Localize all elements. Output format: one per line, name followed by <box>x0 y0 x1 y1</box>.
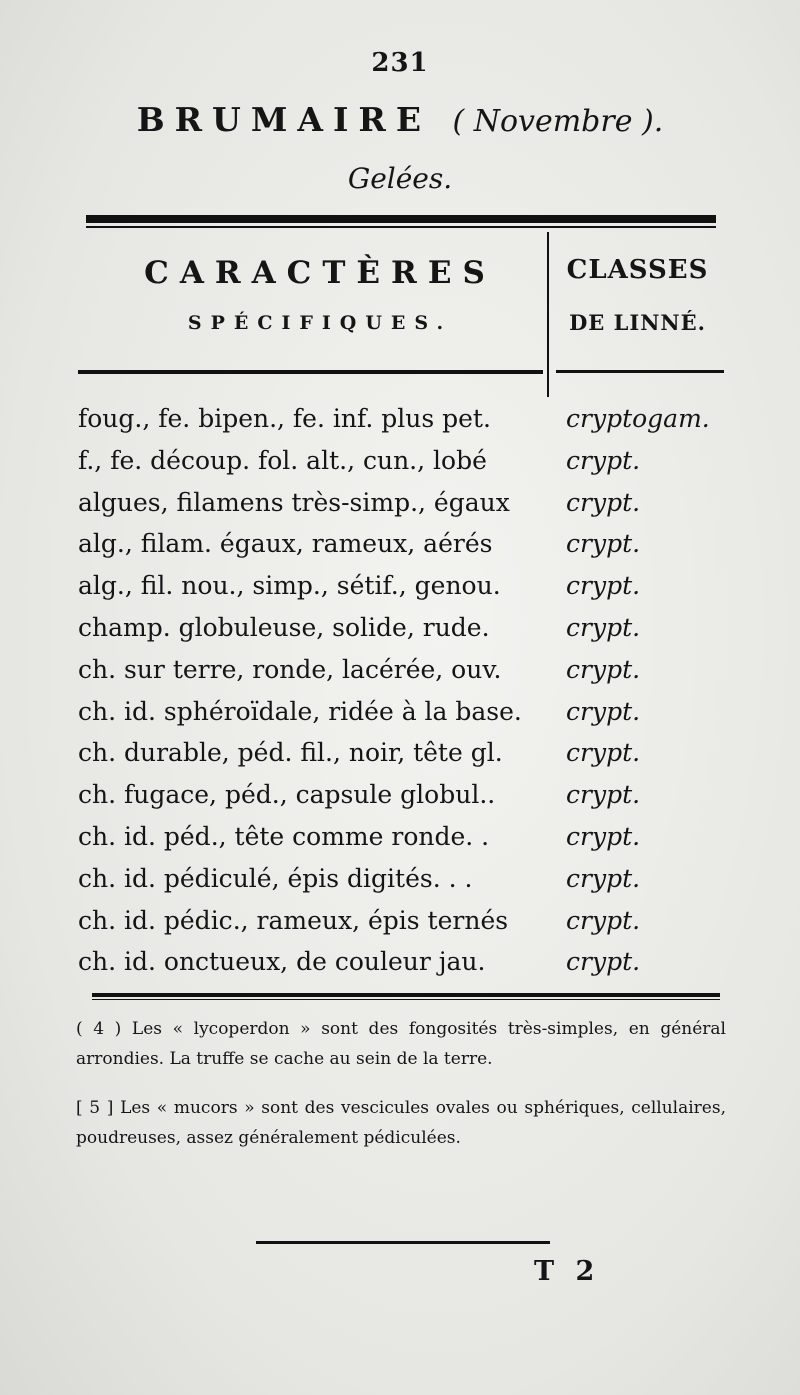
table-row <box>0 571 800 613</box>
column-separator <box>547 232 549 397</box>
row-description: ch. id. pédic., rameux, épis ternés <box>78 905 509 935</box>
table-row <box>0 738 800 780</box>
row-class: crypt. <box>566 612 641 642</box>
row-class: crypt. <box>566 571 641 601</box>
month-title: BRUMAIRE <box>136 100 431 139</box>
row-class: crypt. <box>566 821 641 851</box>
row-description: ch. id. pédiculé, épis digités. . . <box>78 863 473 893</box>
row-description: foug., fe. bipen., fe. inf. plus pet. <box>78 404 491 433</box>
row-description: ch. durable, péd. fil., noir, tête gl. <box>78 738 503 768</box>
row-class: cryptogam. <box>566 404 710 433</box>
table-row <box>0 906 800 948</box>
table-row <box>0 864 800 906</box>
page-number: 231 <box>371 48 429 78</box>
table-row <box>0 613 800 655</box>
footnote-5: [ 5 ] Les « mucors » sont des vescicules ovales ou sphériques, cellulaires, poudreuses, assez généralement pédiculées. <box>76 1098 726 1148</box>
month-translation: ( Novembre ). <box>452 104 664 139</box>
month-heading <box>0 100 800 139</box>
table-row <box>0 822 800 864</box>
characters-table <box>0 404 800 989</box>
table-row <box>0 529 800 571</box>
row-class: crypt. <box>566 654 641 684</box>
header-rule-right <box>556 370 724 373</box>
table-row <box>0 697 800 739</box>
footnote-4: ( 4 ) Les « lycoperdon » sont des fongosités très-simples, en général arrondies. La truffe se cache au sein de la terre. <box>76 1019 726 1069</box>
row-description: champ. globuleuse, solide, rude. <box>78 612 490 642</box>
top-rule <box>86 215 716 223</box>
end-rule <box>256 1241 550 1244</box>
row-class: crypt. <box>566 487 641 517</box>
header-specifiques: SPÉCIFIQUES. <box>187 312 453 334</box>
row-class: crypt. <box>566 905 641 935</box>
row-description: ch. id. sphéroïdale, ridée à la base. <box>78 696 522 726</box>
table-row <box>0 488 800 530</box>
row-description: f., fe. découp. fol. alt., cun., lobé <box>78 445 487 475</box>
row-class: crypt. <box>566 529 641 559</box>
header-rule-left <box>78 370 543 374</box>
row-description: ch. id. onctueux, de couleur jau. <box>78 947 486 977</box>
row-description: alg., filam. égaux, rameux, aérés <box>78 529 493 559</box>
top-rule-thin <box>86 226 716 228</box>
row-description: algues, filamens très-simp., égaux <box>78 487 510 517</box>
row-class: crypt. <box>566 445 641 475</box>
table-row <box>0 655 800 697</box>
table-row <box>0 780 800 822</box>
row-class: crypt. <box>566 738 641 768</box>
row-class: crypt. <box>566 780 641 810</box>
section-title: Gelées. <box>347 162 453 195</box>
table-row <box>0 446 800 488</box>
header-characteres: CARACTÈRES <box>144 255 496 291</box>
row-description: alg., fil. nou., simp., sétif., genou. <box>78 571 501 601</box>
row-class: crypt. <box>566 696 641 726</box>
header-linne: DE LINNÉ. <box>569 310 706 335</box>
row-description: ch. fugace, péd., capsule globul.. <box>78 780 496 810</box>
row-class: crypt. <box>566 863 641 893</box>
row-description: ch. id. péd., tête comme ronde. . <box>78 821 490 851</box>
bottom-rule <box>92 993 720 997</box>
bottom-rule-thin <box>92 999 720 1000</box>
signature-mark: T 2 <box>534 1256 601 1287</box>
row-description: ch. sur terre, ronde, lacérée, ouv. <box>78 654 502 684</box>
row-class: crypt. <box>566 947 641 977</box>
table-row <box>0 404 800 446</box>
table-row <box>0 947 800 989</box>
header-classes: CLASSES <box>566 255 709 285</box>
